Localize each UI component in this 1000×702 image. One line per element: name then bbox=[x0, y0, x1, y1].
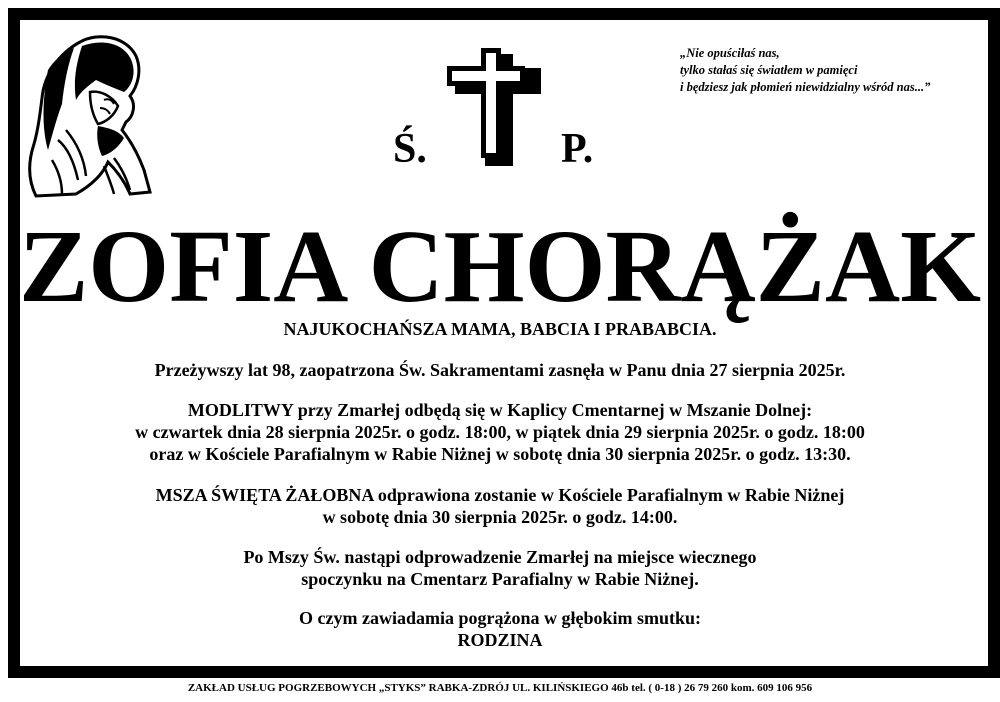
quote-line: „Nie opuściłaś nas, bbox=[680, 46, 780, 60]
death-notice-text: Przeżywszy lat 98, zaopatrzona Św. Sakramentami zasnęła w Panu dnia 27 sierpnia 2025r. bbox=[154, 360, 846, 380]
memorial-quote bbox=[680, 45, 960, 96]
funeral-home-footer: ZAKŁAD USŁUG POGRZEBOWYCH „STYKS” RABKA-ZDRÓJ UL. KILIŃSKIEGO 46b tel. ( 0-18 ) 26 79 260 kom. 609 106 956 bbox=[187, 682, 813, 694]
quote-line: i będziesz jak płomień niewidzialny wśród nas...” bbox=[680, 80, 931, 94]
prayers-line: oraz w Kościele Parafialnym w Rabie Niżnej w sobotę dnia 30 sierpnia 2025r. o godz. 13:30. bbox=[149, 444, 851, 464]
death-notice bbox=[0, 359, 1000, 381]
cross-icon bbox=[441, 42, 551, 174]
praying-jesus-icon bbox=[18, 30, 158, 200]
mass-line: MSZA ŚWIĘTA ŻAŁOBNA odprawiona zostanie w Kościele Parafialnym w Rabie Niżnej bbox=[155, 485, 845, 505]
prayers-section bbox=[0, 399, 1000, 465]
family-signature: RODZINA bbox=[457, 630, 543, 650]
prayers-line: MODLITWY przy Zmarłej odbędą się w Kaplicy Cmentarnej w Mszanie Dolnej: bbox=[187, 400, 813, 420]
prayers-line: w czwartek dnia 28 sierpnia 2025r. o godz. 18:00, w piątek dnia 29 sierpnia 2025r. o godz. 18:00 bbox=[135, 422, 865, 442]
escort-line: Po Mszy Św. nastąpi odprowadzenie Zmarłej na miejsce wiecznego bbox=[243, 547, 757, 567]
escort-section bbox=[0, 546, 1000, 590]
s-letter: Ś. bbox=[393, 126, 427, 172]
mass-section bbox=[0, 484, 1000, 528]
mass-line: w sobotę dnia 30 sierpnia 2025r. o godz. 14:00. bbox=[322, 507, 678, 527]
description-text: NAJUKOCHAŃSZA MAMA, BABCIA I PRABABCIA. bbox=[283, 319, 717, 339]
deceased-name: ZOFIA CHORĄŻAK bbox=[18, 209, 982, 324]
closing-line: O czym zawiadamia pogrążona w głębokim smutku: bbox=[299, 608, 701, 628]
escort-line: spoczynku na Cmentarz Parafialny w Rabie Niżnej. bbox=[301, 569, 699, 589]
closing-section bbox=[0, 607, 1000, 651]
quote-line: tylko stałaś się światłem w pamięci bbox=[680, 63, 858, 77]
deceased-description bbox=[0, 318, 1000, 340]
p-letter: P. bbox=[561, 126, 594, 172]
